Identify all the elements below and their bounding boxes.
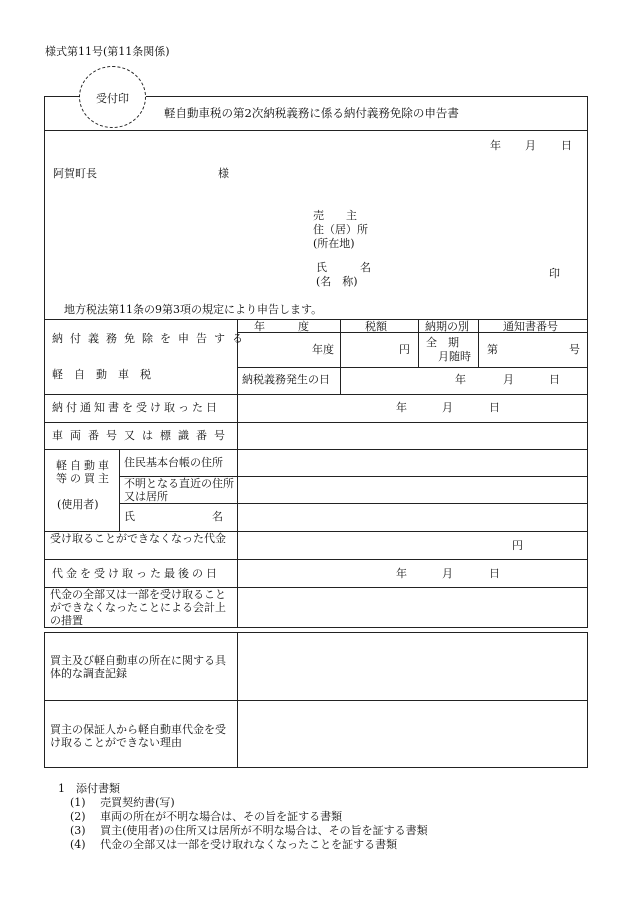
form-frame-main (44, 96, 588, 628)
seller-name-sub: (名 称) (316, 275, 358, 288)
attachment-item: (2) 車両の所在が不明な場合は、その旨を証する書類 (70, 810, 343, 823)
col-period-header: 納期の別 (425, 320, 469, 333)
received-notice-year: 年 (396, 401, 407, 414)
divider (44, 422, 588, 423)
col-notice-header: 通知書番号 (503, 320, 558, 333)
divider (340, 367, 341, 394)
seller-name-label: 氏 名 (316, 261, 371, 274)
received-notice-label: 納付通知書を受け取った日 (52, 401, 220, 414)
last-payment-year: 年 (396, 567, 407, 580)
received-notice-day: 日 (489, 401, 500, 414)
divider (237, 319, 238, 628)
reception-stamp-circle (79, 66, 146, 128)
uncollectable-yen: 円 (512, 539, 523, 552)
page-title: 軽自動車税の第2次納税義務に係る納付義務免除の申告書 (164, 106, 459, 120)
stamp-label: 受付印 (96, 92, 129, 105)
addressee-honorific: 様 (218, 167, 229, 180)
uncollectable-label: 受け取ることができなくなった代金 (50, 532, 226, 545)
exempt-label-1: 納付義務免除を申告する (52, 332, 250, 345)
addressee-name: 阿賀町長 (53, 167, 97, 180)
exempt-label-2: 軽 自 動 車 税 (52, 368, 151, 381)
divider (119, 449, 120, 531)
divider (44, 700, 588, 701)
divider (340, 319, 341, 367)
occurrence-month: 月 (503, 373, 514, 386)
cell-period-monthly: 月随時 (438, 350, 471, 363)
occurrence-year: 年 (455, 373, 466, 386)
cell-year-unit: 年度 (312, 343, 334, 356)
seller-label: 売 主 (313, 209, 357, 222)
buyer-group-sub: (使用者) (57, 498, 99, 511)
col-tax-header: 税額 (365, 320, 387, 333)
buyer-last-address-label: 不明となる直近の住所又は居所 (124, 477, 234, 503)
form-number: 様式第11号(第11条関係) (45, 45, 170, 58)
date-month: 月 (525, 139, 536, 152)
occurrence-day: 日 (549, 373, 560, 386)
seller-address-label: 住（居）所 (313, 223, 368, 236)
occurrence-label: 納税義務発生の日 (242, 373, 330, 386)
buyer-name-label: 氏 名 (124, 510, 223, 523)
divider (478, 319, 479, 367)
date-day: 日 (561, 139, 572, 152)
cell-notice-suffix: 号 (569, 343, 580, 356)
divider (44, 449, 588, 450)
cell-tax-unit: 円 (399, 343, 410, 356)
date-year: 年 (490, 139, 501, 152)
seller-address-sub: (所在地) (313, 237, 355, 250)
cell-notice-prefix: 第 (487, 343, 498, 356)
divider (418, 319, 419, 367)
attachments-heading: 1 添付書類 (58, 782, 120, 795)
seal-mark: 印 (549, 267, 560, 280)
divider (237, 367, 588, 368)
vehicle-number-label: 車両番号又は標識番号 (52, 429, 232, 442)
received-notice-month: 月 (442, 401, 453, 414)
divider (119, 503, 588, 504)
divider (44, 394, 588, 395)
attachment-item: (1) 売買契約書(写) (70, 796, 175, 809)
divider (44, 559, 588, 560)
declaration-text: 地方税法第11条の9第3項の規定により申告します。 (64, 303, 323, 316)
attachment-item: (4) 代金の全部又は一部を受け取れなくなったことを証する書類 (70, 838, 398, 851)
last-payment-day: 日 (489, 567, 500, 580)
col-year-header: 年 度 (254, 320, 309, 333)
last-payment-label: 代金を受け取った最後の日 (52, 567, 220, 580)
buyer-group-label: 軽自動車等の買主 (56, 459, 112, 485)
investigation-label: 買主及び軽自動車の所在に関する具体的な調査記録 (50, 654, 226, 680)
attachment-item: (3) 買主(使用者)の住所又は居所が不明な場合は、その旨を証する書類 (70, 824, 428, 837)
guarantor-label: 買主の保証人から軽自動車代金を受け取ることができない理由 (50, 723, 226, 749)
buyer-resident-address-label: 住民基本台帳の住所 (124, 456, 223, 469)
last-payment-month: 月 (442, 567, 453, 580)
cell-period-full: 全 期 (426, 336, 459, 349)
accounting-label: 代金の全部又は一部を受け取ることができなくなったことによる会計上の措置 (50, 588, 226, 627)
divider (44, 130, 588, 131)
